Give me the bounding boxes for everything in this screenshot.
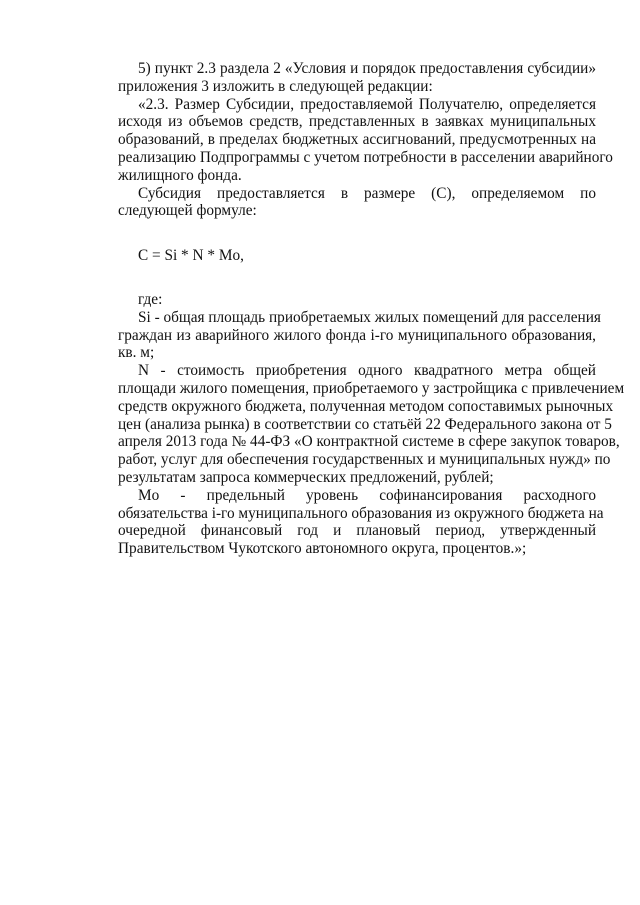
text-line: апреля 2013 года № 44-ФЗ «О контрактной системе в сфере закупок товаров,	[118, 433, 620, 451]
text-line: очередной финансовый год и плановый период, утвержденный	[118, 522, 596, 540]
text-line: реализацию Подпрограммы с учетом потребности в расселении аварийного	[118, 148, 613, 166]
text-line: результатам запроса коммерческих предложений, рублей;	[118, 468, 494, 486]
text-line: обязательства i-го муниципального образования из окружного бюджета на	[118, 504, 604, 522]
text-line: Mo - предельный уровень софинансирования расходного	[138, 486, 596, 504]
text-line: исходя из объемов средств, представленных в заявках муниципальных	[118, 113, 596, 131]
text-line: 5) пункт 2.3 раздела 2 «Условия и порядок предоставления субсидии»	[138, 60, 596, 77]
text-line: граждан из аварийного жилого фонда i-го муниципального образования,	[118, 326, 596, 344]
text-line: приложения 3 изложить в следующей редакции:	[118, 77, 433, 95]
paragraph-formula-intro	[118, 185, 596, 221]
text-line: следующей формуле:	[118, 202, 257, 220]
definition-mo	[118, 486, 604, 558]
spacer	[118, 265, 596, 291]
formula-line: C = Si * N * Mo,	[138, 247, 244, 265]
text-line: кв. м;	[118, 344, 155, 362]
text-line: площади жилого помещения, приобретаемого у застройщика с привлечением	[118, 379, 625, 397]
text-line: работ, услуг для обеспечения государственных и муниципальных нужд» по	[118, 451, 611, 469]
formula	[118, 247, 596, 265]
text-line: цен (анализа рынка) в соответствии со статьёй 22 Федерального закона от 5	[118, 415, 612, 433]
text-line: жилищного фонда.	[118, 166, 242, 184]
paragraph-size-of-subsidy	[118, 95, 613, 185]
text-line: Правительством Чукотского автономного округа, процентов.»;	[118, 540, 527, 558]
text-line: средств окружного бюджета, полученная методом сопоставимых рыночных	[118, 397, 614, 415]
text-line: где:	[138, 290, 163, 308]
definition-si	[118, 308, 601, 362]
paragraph-item-5	[118, 60, 596, 96]
document-page	[118, 60, 625, 558]
spacer	[118, 220, 596, 247]
text-line: «2.3. Размер Субсидии, предоставляемой Получателю, определяется	[138, 95, 596, 113]
paragraph-where	[118, 291, 596, 309]
text-line: Si - общая площадь приобретаемых жилых помещений для расселения	[138, 308, 601, 326]
text-line: Субсидия предоставляется в размере (С), определяемом по	[138, 184, 596, 202]
text-line: N - стоимость приобретения одного квадратного метра общей	[138, 362, 596, 380]
definition-n	[118, 362, 625, 487]
text-line: образований, в пределах бюджетных ассигнований, предусмотренных на	[118, 131, 596, 149]
